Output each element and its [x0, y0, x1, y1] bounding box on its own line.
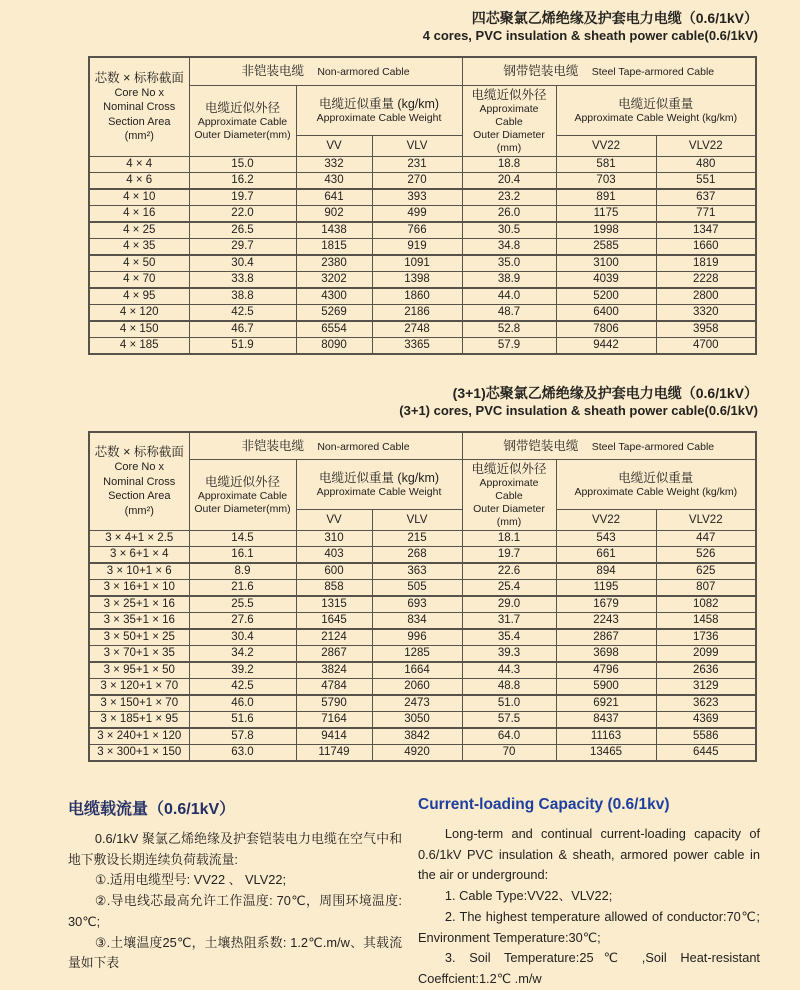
header-wt-st-zh: 电缆近似重量	[618, 96, 694, 111]
header-wt-st-en: Approximate Cable Weight (kg/km)	[574, 486, 738, 498]
cell-value: 2748	[372, 321, 462, 338]
cell-value: 3958	[656, 321, 756, 338]
header-steel-armored-group	[462, 432, 756, 460]
cell-value: 393	[372, 189, 462, 206]
cell-value: 2099	[656, 646, 756, 663]
cell-core-size: 3 × 35+1 × 16	[89, 613, 189, 630]
table-row	[89, 288, 756, 305]
cell-value: 902	[296, 205, 372, 222]
cell-value: 4920	[372, 745, 462, 762]
cell-value: 57.5	[462, 712, 556, 729]
cell-value: 2867	[296, 646, 372, 663]
header-core-en2: Nominal Cross	[103, 475, 176, 488]
header-dia-st-en2: Outer Diameter	[473, 503, 545, 515]
cell-value: 1195	[556, 580, 656, 597]
table-row	[89, 662, 756, 679]
cell-value: 2636	[656, 662, 756, 679]
cell-value: 1860	[372, 288, 462, 305]
cell-value: 505	[372, 580, 462, 597]
cell-value: 3100	[556, 255, 656, 272]
cell-value: 15.0	[189, 156, 296, 172]
cell-value: 480	[656, 156, 756, 172]
cell-value: 38.9	[462, 271, 556, 288]
cell-value: 625	[656, 563, 756, 580]
cell-value: 52.8	[462, 321, 556, 338]
header-wt-na-zh: 电缆近似重量 (kg/km)	[318, 96, 440, 111]
header-wt-st-en: Approximate Cable Weight (kg/km)	[574, 111, 738, 124]
cell-value: 2867	[556, 629, 656, 646]
header-diameter-non-armored	[189, 460, 296, 531]
cell-core-size: 3 × 120+1 × 70	[89, 679, 189, 696]
cell-value: 42.5	[189, 304, 296, 321]
notes-en	[418, 796, 760, 990]
notes-en-item-2: 2. The highest temperature allowed of conductor:70℃; Environment Temperature:30℃;	[418, 908, 760, 945]
cell-core-size: 3 × 4+1 × 2.5	[89, 531, 189, 547]
cell-value: 996	[372, 629, 462, 646]
table-row	[89, 321, 756, 338]
header-dia-st-zh: 电缆近似外径	[471, 462, 547, 476]
header-wt-st-zh: 电缆近似重量	[618, 471, 694, 485]
cell-core-size: 4 × 10	[89, 189, 189, 206]
table-row	[89, 531, 756, 547]
cell-value: 21.6	[189, 580, 296, 597]
cell-value: 4039	[556, 271, 656, 288]
cell-value: 18.8	[462, 156, 556, 172]
header-steel-armored-en: Steel Tape-armored Cable	[591, 66, 715, 79]
cell-value: 661	[556, 547, 656, 564]
cell-value: 29.7	[189, 238, 296, 255]
cell-value: 2800	[656, 288, 756, 305]
cell-value: 1082	[656, 596, 756, 613]
cell-value: 5900	[556, 679, 656, 696]
header-core-unit: (mm²)	[124, 504, 154, 517]
cell-value: 693	[372, 596, 462, 613]
cell-core-size: 3 × 185+1 × 95	[89, 712, 189, 729]
cell-value: 3842	[372, 728, 462, 745]
notes-zh-heading: 电缆载流量（0.6/1kV）	[68, 801, 236, 818]
cell-value: 3320	[656, 304, 756, 321]
header-vv: VV	[296, 135, 372, 156]
cell-core-size: 3 × 95+1 × 50	[89, 662, 189, 679]
cell-value: 3623	[656, 695, 756, 712]
cell-value: 51.6	[189, 712, 296, 729]
table-row	[89, 563, 756, 580]
header-dia-st-unit: (mm)	[496, 516, 522, 528]
cell-value: 46.0	[189, 695, 296, 712]
cell-value: 46.7	[189, 321, 296, 338]
cell-value: 270	[372, 172, 462, 189]
cell-value: 6554	[296, 321, 372, 338]
cell-core-size: 4 × 35	[89, 238, 189, 255]
cell-value: 31.7	[462, 613, 556, 630]
header-non-armored-group	[189, 57, 462, 85]
cell-value: 26.5	[189, 222, 296, 239]
cable-table-4core	[88, 56, 757, 355]
header-wt-na-en: Approximate Cable Weight	[316, 486, 442, 498]
header-dia-st-zh: 电缆近似外径	[471, 87, 547, 102]
cell-value: 4300	[296, 288, 372, 305]
cell-value: 215	[372, 531, 462, 547]
cell-value: 19.7	[462, 547, 556, 564]
header-vlv: VLV	[372, 510, 462, 531]
cell-value: 807	[656, 580, 756, 597]
cell-value: 5200	[556, 288, 656, 305]
header-dia-na-en2: Outer Diameter(mm)	[194, 128, 291, 141]
cell-value: 64.0	[462, 728, 556, 745]
cell-value: 22.6	[462, 563, 556, 580]
cell-value: 6921	[556, 695, 656, 712]
cell-core-size: 4 × 4	[89, 156, 189, 172]
header-steel-armored-zh: 钢带铠装电缆	[503, 438, 579, 453]
header-diameter-steel	[462, 85, 556, 156]
cell-core-size: 3 × 6+1 × 4	[89, 547, 189, 564]
cell-value: 19.7	[189, 189, 296, 206]
header-dia-na-zh: 电缆近似外径	[204, 100, 280, 115]
cell-value: 5790	[296, 695, 372, 712]
table-row	[89, 238, 756, 255]
cell-value: 1645	[296, 613, 372, 630]
header-core-en1: Core No x	[114, 461, 165, 474]
notes-zh	[68, 796, 402, 990]
cell-value: 14.5	[189, 531, 296, 547]
cell-core-size: 4 × 185	[89, 337, 189, 354]
cell-value: 25.5	[189, 596, 296, 613]
cell-value: 2060	[372, 679, 462, 696]
header-core-en1: Core No x	[114, 86, 165, 99]
table-row	[89, 304, 756, 321]
cell-value: 6400	[556, 304, 656, 321]
header-vlv: VLV	[372, 135, 462, 156]
cell-value: 919	[372, 238, 462, 255]
cell-value: 551	[656, 172, 756, 189]
notes-en-item-3: 3. Soil Temperature:25℃ ,Soil Heat-resistant Coeffcient:1.2℃ .m/w	[418, 950, 760, 987]
header-non-armored-en: Non-armored Cable	[317, 440, 410, 453]
cell-value: 39.2	[189, 662, 296, 679]
cell-core-size: 4 × 25	[89, 222, 189, 239]
header-dia-st-en2: Outer Diameter	[473, 128, 545, 141]
table-row	[89, 712, 756, 729]
cell-value: 894	[556, 563, 656, 580]
header-steel-armored-en: Steel Tape-armored Cable	[591, 440, 715, 453]
notes-zh-item-2: ②.导电线芯最高允许工作温度: 70℃，周围环境温度: 30℃;	[68, 893, 402, 929]
header-dia-na-en1: Approximate Cable	[197, 490, 288, 502]
table-row	[89, 745, 756, 762]
header-dia-na-zh: 电缆近似外径	[204, 475, 280, 489]
cell-value: 16.1	[189, 547, 296, 564]
cell-value: 30.4	[189, 629, 296, 646]
cell-value: 8437	[556, 712, 656, 729]
cell-value: 48.7	[462, 304, 556, 321]
header-vv22: VV22	[556, 510, 656, 531]
cell-value: 499	[372, 205, 462, 222]
cell-value: 9442	[556, 337, 656, 354]
cell-core-size: 3 × 300+1 × 150	[89, 745, 189, 762]
cell-core-size: 3 × 10+1 × 6	[89, 563, 189, 580]
cell-value: 6445	[656, 745, 756, 762]
cell-value: 2186	[372, 304, 462, 321]
cell-value: 4796	[556, 662, 656, 679]
cell-value: 858	[296, 580, 372, 597]
cell-value: 30.5	[462, 222, 556, 239]
cell-value: 5269	[296, 304, 372, 321]
table-row	[89, 271, 756, 288]
table-row	[89, 728, 756, 745]
cell-core-size: 3 × 50+1 × 25	[89, 629, 189, 646]
table-row	[89, 580, 756, 597]
cell-value: 3129	[656, 679, 756, 696]
cell-value: 1285	[372, 646, 462, 663]
cell-value: 2228	[656, 271, 756, 288]
table-row	[89, 222, 756, 239]
table-row	[89, 646, 756, 663]
cell-value: 2124	[296, 629, 372, 646]
cell-value: 25.4	[462, 580, 556, 597]
cell-value: 20.4	[462, 172, 556, 189]
cell-value: 16.2	[189, 172, 296, 189]
cell-value: 1398	[372, 271, 462, 288]
cable-table-3plus1	[88, 431, 757, 763]
cell-value: 1347	[656, 222, 756, 239]
header-dia-st-en1: Approximate Cable	[479, 102, 539, 128]
cell-value: 4700	[656, 337, 756, 354]
cell-value: 581	[556, 156, 656, 172]
header-steel-armored-zh: 钢带铠装电缆	[503, 64, 579, 79]
table-row	[89, 613, 756, 630]
cell-value: 38.8	[189, 288, 296, 305]
title-4core-en: 4 cores, PVC insulation & sheath power cable(0.6/1kV)	[422, 28, 758, 43]
cell-value: 18.1	[462, 531, 556, 547]
table-row	[89, 189, 756, 206]
cell-value: 11749	[296, 745, 372, 762]
cell-core-size: 3 × 150+1 × 70	[89, 695, 189, 712]
cell-value: 1175	[556, 205, 656, 222]
notes-zh-item-3: ③.土壤温度25℃，土壤热阻系数: 1.2℃.m/w、其载流量如下表	[68, 934, 402, 971]
cell-core-size: 3 × 25+1 × 16	[89, 596, 189, 613]
cell-value: 63.0	[189, 745, 296, 762]
cell-value: 268	[372, 547, 462, 564]
table-body-3plus1	[89, 531, 756, 762]
header-weight-non-armored	[296, 460, 462, 510]
cell-value: 231	[372, 156, 462, 172]
cell-value: 39.3	[462, 646, 556, 663]
title-3plus1-en: (3+1) cores, PVC insulation & sheath power cable(0.6/1kV)	[399, 402, 758, 418]
header-dia-st-unit: (mm)	[496, 141, 522, 154]
cell-value: 29.0	[462, 596, 556, 613]
table-row	[89, 547, 756, 564]
header-vv: VV	[296, 510, 372, 531]
cell-value: 3050	[372, 712, 462, 729]
cell-value: 42.5	[189, 679, 296, 696]
header-vlv22: VLV22	[656, 135, 756, 156]
cell-value: 27.6	[189, 613, 296, 630]
cell-value: 1660	[656, 238, 756, 255]
header-core-zh: 芯数 × 标称截面	[94, 70, 184, 85]
cell-value: 600	[296, 563, 372, 580]
cell-value: 30.4	[189, 255, 296, 272]
cell-value: 34.8	[462, 238, 556, 255]
header-vv22: VV22	[556, 135, 656, 156]
cell-value: 11163	[556, 728, 656, 745]
cell-value: 51.0	[462, 695, 556, 712]
header-weight-steel	[556, 85, 756, 135]
header-dia-na-en1: Approximate Cable	[197, 115, 288, 128]
cell-core-size: 4 × 50	[89, 255, 189, 272]
notes-zh-item-1: ①.适用电缆型号: VV22 、 VLV22;	[94, 872, 287, 888]
table-row	[89, 172, 756, 189]
cell-value: 1679	[556, 596, 656, 613]
header-weight-non-armored	[296, 85, 462, 135]
cell-value: 8090	[296, 337, 372, 354]
header-diameter-steel	[462, 460, 556, 531]
notes-en-paragraph: Long-term and continual current-loading capacity of 0.6/1kV PVC insulation & sheath, armored power cable in the air or underground:	[418, 826, 760, 883]
cell-value: 3365	[372, 337, 462, 354]
header-vlv22: VLV22	[656, 510, 756, 531]
cell-value: 310	[296, 531, 372, 547]
header-non-armored-en: Non-armored Cable	[317, 66, 410, 79]
cell-value: 23.2	[462, 189, 556, 206]
cell-value: 447	[656, 531, 756, 547]
cell-value: 1998	[556, 222, 656, 239]
cell-value: 51.9	[189, 337, 296, 354]
cell-value: 526	[656, 547, 756, 564]
header-core-en3: Section Area	[108, 490, 171, 503]
header-non-armored-zh: 非铠装电缆	[241, 438, 304, 453]
cell-value: 1315	[296, 596, 372, 613]
cell-value: 332	[296, 156, 372, 172]
header-core-en2: Nominal Cross	[103, 101, 176, 114]
cell-value: 2380	[296, 255, 372, 272]
header-dia-na-en2: Outer Diameter(mm)	[194, 503, 291, 515]
cell-value: 637	[656, 189, 756, 206]
header-non-armored-group	[189, 432, 462, 460]
cell-value: 8.9	[189, 563, 296, 580]
cell-value: 1819	[656, 255, 756, 272]
cell-core-size: 4 × 6	[89, 172, 189, 189]
cell-value: 641	[296, 189, 372, 206]
header-diameter-non-armored	[189, 85, 296, 156]
cell-value: 7806	[556, 321, 656, 338]
cell-value: 1091	[372, 255, 462, 272]
cell-value: 26.0	[462, 205, 556, 222]
cell-value: 2585	[556, 238, 656, 255]
cell-value: 44.3	[462, 662, 556, 679]
cell-value: 766	[372, 222, 462, 239]
table-row	[89, 255, 756, 272]
cell-core-size: 3 × 240+1 × 120	[89, 728, 189, 745]
cell-value: 403	[296, 547, 372, 564]
header-wt-na-zh: 电缆近似重量 (kg/km)	[318, 471, 440, 485]
cell-value: 1815	[296, 238, 372, 255]
cell-core-size: 3 × 16+1 × 10	[89, 580, 189, 597]
header-core-en3: Section Area	[108, 115, 171, 128]
cell-core-size: 3 × 70+1 × 35	[89, 646, 189, 663]
cell-value: 57.9	[462, 337, 556, 354]
header-wt-na-en: Approximate Cable Weight	[316, 111, 442, 124]
cell-core-size: 4 × 16	[89, 205, 189, 222]
cell-value: 57.8	[189, 728, 296, 745]
table-header	[89, 57, 756, 156]
cell-core-size: 4 × 150	[89, 321, 189, 338]
notes-section	[68, 796, 760, 990]
table-row	[89, 205, 756, 222]
cell-value: 2473	[372, 695, 462, 712]
title-4core-zh: 四芯聚氯乙烯绝缘及护套电力电缆（0.6/1kV）	[471, 10, 758, 26]
cell-core-size: 4 × 70	[89, 271, 189, 288]
table-row	[89, 629, 756, 646]
cell-value: 9414	[296, 728, 372, 745]
cell-core-size: 4 × 120	[89, 304, 189, 321]
cell-value: 33.8	[189, 271, 296, 288]
cell-value: 703	[556, 172, 656, 189]
cell-value: 3824	[296, 662, 372, 679]
header-dia-st-en1: Approximate Cable	[479, 477, 539, 502]
header-core-size	[89, 432, 189, 531]
cell-value: 5586	[656, 728, 756, 745]
cell-value: 1736	[656, 629, 756, 646]
cell-value: 2243	[556, 613, 656, 630]
header-non-armored-zh: 非铠装电缆	[241, 64, 304, 79]
cell-value: 22.0	[189, 205, 296, 222]
table-row	[89, 337, 756, 354]
cell-value: 771	[656, 205, 756, 222]
header-core-size	[89, 57, 189, 156]
header-core-unit: (mm²)	[124, 130, 154, 143]
cell-value: 834	[372, 613, 462, 630]
cell-value: 7164	[296, 712, 372, 729]
cell-value: 3698	[556, 646, 656, 663]
cell-value: 430	[296, 172, 372, 189]
table-row	[89, 695, 756, 712]
title-3plus1-zh: (3+1)芯聚氯乙烯绝缘及护套电力电缆（0.6/1kV）	[452, 384, 758, 401]
table-row	[89, 596, 756, 613]
cell-value: 44.0	[462, 288, 556, 305]
cell-value: 3202	[296, 271, 372, 288]
cell-value: 34.2	[189, 646, 296, 663]
cell-value: 35.0	[462, 255, 556, 272]
title-block-3plus1	[0, 355, 800, 419]
header-steel-armored-group	[462, 57, 756, 85]
table-row	[89, 679, 756, 696]
cell-value: 13465	[556, 745, 656, 762]
cell-value: 1664	[372, 662, 462, 679]
table-row	[89, 156, 756, 172]
cell-value: 48.8	[462, 679, 556, 696]
cell-value: 543	[556, 531, 656, 547]
title-block-4core	[0, 0, 800, 44]
cell-value: 70	[462, 745, 556, 762]
cell-value: 4784	[296, 679, 372, 696]
cell-value: 1458	[656, 613, 756, 630]
cell-core-size: 4 × 95	[89, 288, 189, 305]
cell-value: 363	[372, 563, 462, 580]
header-weight-steel	[556, 460, 756, 510]
table-body-4core	[89, 156, 756, 354]
cell-value: 1438	[296, 222, 372, 239]
cell-value: 4369	[656, 712, 756, 729]
notes-zh-paragraph: 0.6/1kV 聚氯乙烯绝缘及护套铠装电力电缆在空气中和地下敷设长期连续负荷载流量:	[68, 831, 402, 867]
cell-value: 891	[556, 189, 656, 206]
header-core-zh: 芯数 × 标称截面	[94, 445, 184, 460]
cell-value: 35.4	[462, 629, 556, 646]
notes-en-heading: Current-loading Capacity (0.6/1kv)	[418, 796, 670, 813]
notes-en-item-1: 1. Cable Type:VV22、VLV22;	[444, 888, 613, 904]
table-header	[89, 432, 756, 531]
